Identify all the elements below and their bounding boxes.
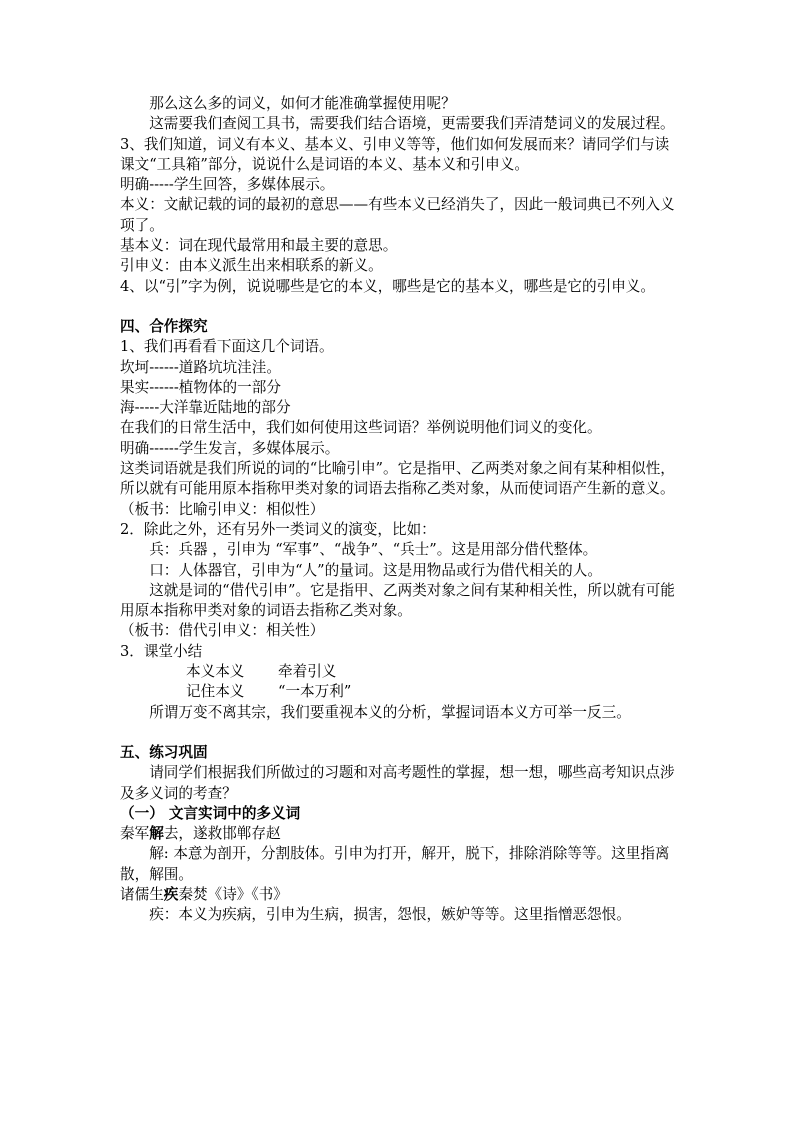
highlighted-word: 疾 — [163, 885, 179, 903]
paragraph: 明确-----学生回答，多媒体展示。 — [120, 176, 335, 194]
paragraph: 3．课堂小结 — [120, 642, 203, 660]
word-example: 果实------植物体的一部分 — [120, 378, 281, 396]
highlighted-word: 解 — [149, 825, 164, 843]
paragraph: 4、以“引”字为例，说说哪些是它的本义，哪些是它的基本义，哪些是它的引申义。 — [120, 277, 655, 295]
summary-cell: 本义本义 — [186, 663, 245, 681]
paragraph: 3、我们知道，词义有本义、基本义、引申义等等，他们如何发展而来？请同学们与读课文“工具箱”部分，说说什么是词语的本义、基本义和引申义。 — [120, 135, 670, 173]
paragraph: 所谓万变不离其宗，我们要重视本义的分析，掌握词语本义方可举一反三。 — [149, 703, 631, 721]
summary-cell: “一本万利” — [278, 683, 352, 701]
paragraph: 本义：文献记载的词的最初的意思——有些本义已经消失了，因此一般词典已不列入义项了。 — [120, 196, 675, 234]
example-sentence — [120, 885, 680, 905]
paragraph: 疾：本义为疾病，引申为生病，损害，怨恨，嫉妒等等。这里指憎恶怨恨。 — [149, 906, 631, 924]
word-example: 海-----大洋靠近陆地的部分 — [120, 399, 291, 417]
board-note: （板书：借代引申义：相关性） — [120, 622, 325, 640]
section-heading: 四、合作探究 — [120, 317, 208, 335]
board-note: （板书：比喻引申义：相似性） — [120, 500, 325, 518]
paragraph: 2．除此之外，还有另外一类词义的演变，比如： — [120, 520, 436, 538]
section-heading: 五、练习巩固 — [120, 743, 208, 761]
paragraph: 这类词语就是我们所说的词的“比喻引申”。它是指甲、乙两类对象之间有某种相似性，所以就有可能用原本指称甲类对象的词语去指称乙类对象，从而使词语产生新的意义。 — [120, 460, 675, 498]
summary-cell: 牵着引义 — [278, 663, 337, 681]
paragraph: 引申义：由本义派生出来相联系的新义。 — [120, 257, 383, 275]
example-sentence — [120, 824, 680, 844]
paragraph: 请同学们根据我们所做过的习题和对高考题性的掌握，想一想，哪些高考知识点涉及多义词的考查？ — [120, 764, 675, 802]
paragraph: 这就是词的“借代引申”。它是指甲、乙两类对象之间有某种相关性，所以就有可能用原本指称甲类对象的词语去指称乙类对象。 — [120, 581, 675, 620]
summary-row — [120, 682, 680, 702]
summary-row — [120, 662, 680, 682]
word-example: 兵：兵器 ，引申为 “军事”、“战争”、“兵士”。这是用部分借代整体。 — [149, 541, 598, 559]
paragraph: 明确------学生发言，多媒体展示。 — [120, 439, 340, 457]
paragraph: 在我们的日常生活中，我们如何使用这些词语？举例说明他们词义的变化。 — [120, 419, 602, 437]
sentence-part: 去，遂救邯郸存赵 — [163, 825, 281, 843]
sentence-part: 秦军 — [120, 825, 150, 843]
sentence-part: 秦焚《诗》《书》 — [178, 885, 288, 903]
paragraph: 基本义：词在现代最常用和最主要的意思。 — [120, 237, 398, 255]
document-page — [120, 94, 680, 926]
sentence-part: 诸儒生 — [120, 885, 164, 903]
subsection-heading: （一） 文言实词中的多义词 — [120, 804, 301, 822]
paragraph: 1、我们再看看下面这几个词语。 — [120, 338, 334, 356]
summary-cell: 记住本义 — [186, 683, 245, 701]
paragraph: 那么这么多的词义，如何才能准确掌握使用呢？ — [149, 95, 456, 112]
paragraph: 解: 本意为剖开，分割肢体。引申为打开，解开，脱下，排除消除等等。这里指离散，解围。 — [120, 845, 670, 883]
word-example: 坎坷------道路坑坑洼洼。 — [120, 358, 281, 376]
paragraph: 这需要我们查阅工具书，需要我们结合语境，更需要我们弄清楚词义的发展过程。 — [149, 115, 675, 133]
word-example: 口：人体器官，引申为“人”的量词。这是用物品或行为借代相关的人。 — [149, 561, 602, 579]
